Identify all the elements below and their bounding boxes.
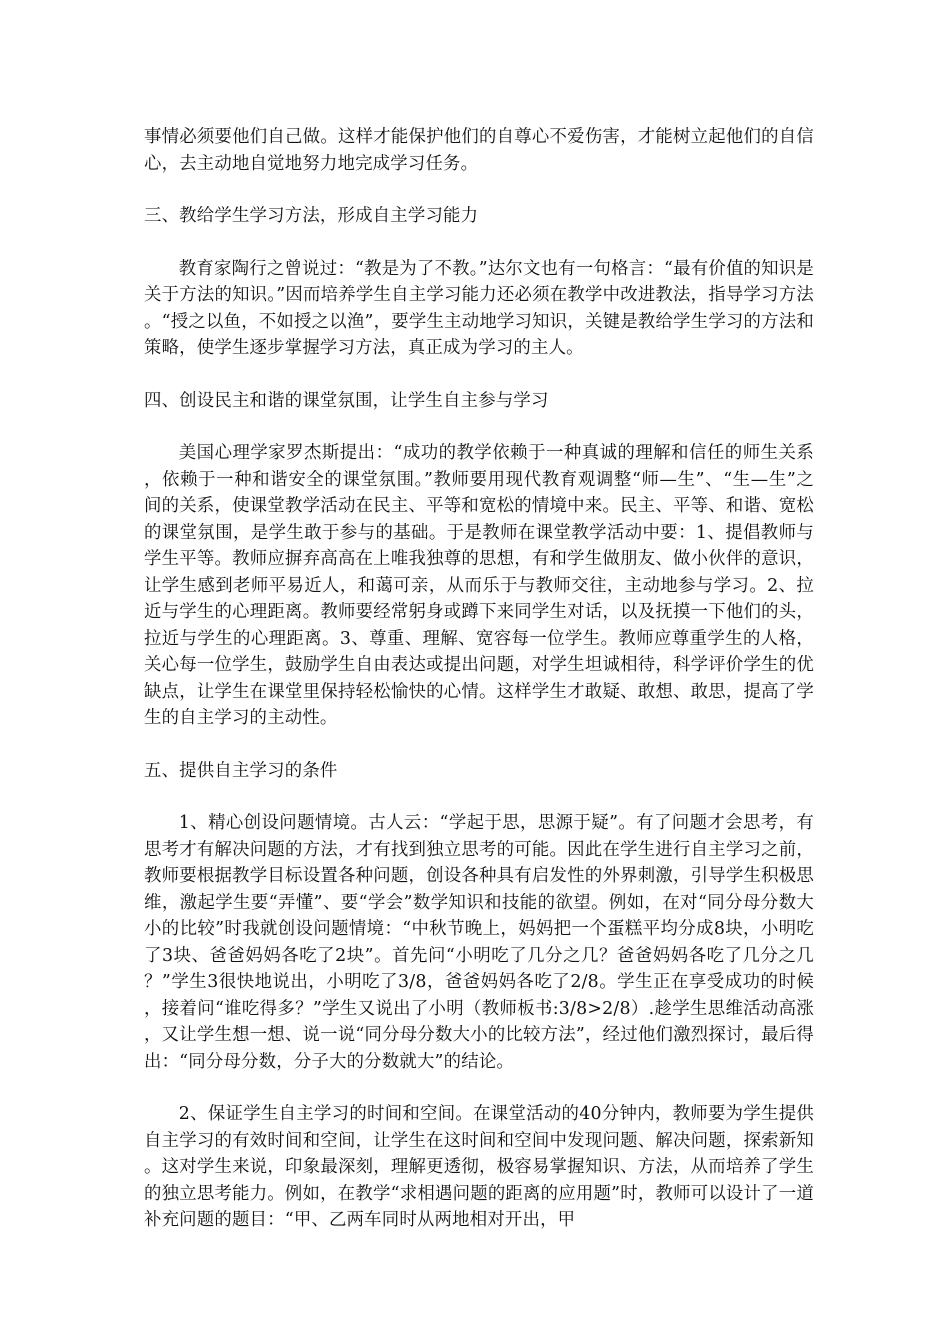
- paragraph-intro: 事情必须要他们自己做。这样才能保护他们的自尊心不爱伤害，才能树立起他们的自信心，去主动地自觉地努力地完成学习任务。: [144, 127, 814, 174]
- section-heading-3: 三、教给学生学习方法，形成自主学习能力: [144, 206, 479, 226]
- paragraph-section-3: 教育家陶行之曾说过：“教是为了不教。”达尔文也有一句格言：“最有价值的知识是关于方法的知识。”因而培养学生自主学习能力还必须在教学中改进教法，指导学习方法。“授之以鱼，不如授之以渔”，要学生主动地学习知识，关键是教给学生学习的方法和策略，使学生逐步掌握学习方法，真正成为学习的主人。: [144, 258, 814, 358]
- document-page: [144, 124, 814, 1234]
- paragraph-section-4: 美国心理学家罗杰斯提出：“成功的教学依赖于一种真诚的理解和信任的师生关系，依赖于一种和谐安全的课堂氛围。”教师要用现代教育观调整“师—生”、“生—生”之间的关系，使课堂教学活动在民主、平等和宽松的情境中来。民主、平等、和谐、宽松的课堂氛围，是学生敢于参与的基础。于是教师在课堂教学活动中要：1、提倡教师与学生平等。教师应摒弃高高在上唯我独尊的思想，有和学生做朋友、做小伙伴的意识，让学生感到老师平易近人，和蔼可亲，从而乐于与教师交往，主动地参与学习。2、拉近与学生的心理距离。教师要经常躬身或蹲下来同学生对话，以及抚摸一下他们的头，拉近与学生的心理距离。3、尊重、理解、宽容每一位学生。教师应尊重学生的人格，关心每一位学生，鼓励学生自由表达或提出问题，对学生坦诚相待，科学评价学生的优缺点，让学生在课堂里保持轻松愉快的心情。这样学生才敢疑、敢想、敢思，提高了学生的自主学习的主动性。: [144, 443, 814, 728]
- section-heading-5: 五、提供自主学习的条件: [144, 760, 338, 781]
- paragraph-section-5-item-1: 1、精心创设问题情境。古人云：“学起于思，思源于疑”。有了问题才会思考，有思考才有解决问题的方法，才有找到独立思考的可能。因此在学生进行自主学习之前，教师要根据教学目标设置各种问题，创设各种具有启发性的外界刺激，引导学生积极思维，激起学生要“弄懂”、要“学会”数学知识和技能的欲望。例如，在对“同分母分数大小的比较”时我就创设问题情境：“中秋节晚上，妈妈把一个蛋糕平均分成8块，小明吃了3块、爸爸妈妈各吃了2块”。首先问“小明吃了几分之几？爸爸妈妈各吃了几分之几？”学生3很快地说出，小明吃了3/8，爸爸妈妈各吃了2/8。学生正在享受成功的时候，接着问“谁吃得多？”学生又说出了小明（教师板书:3/8>2/8）.趁学生思维活动高涨，又让学生想一想、说一说“同分母分数大小的比较方法”，经过他们激烈探讨，最后得出：“同分母分数，分子大的分数就大”的结论。: [144, 813, 814, 1072]
- paragraph-section-5-item-2: 2、保证学生自主学习的时间和空间。在课堂活动的40分钟内，教师要为学生提供自主学习的有效时间和空间，让学生在这时间和空间中发现问题、解决问题，探索新知。这对学生来说，印象最深刻，理解更透彻，极容易掌握知识、方法，从而培养了学生的独立思考能力。例如，在教学“求相遇问题的距离的应用题”时，教师可以设计了一道补充问题的题目：“甲、乙两车同时从两地相对开出，甲: [144, 1104, 814, 1230]
- section-heading-4: 四、创设民主和谐的课堂氛围，让学生自主参与学习: [144, 390, 549, 411]
